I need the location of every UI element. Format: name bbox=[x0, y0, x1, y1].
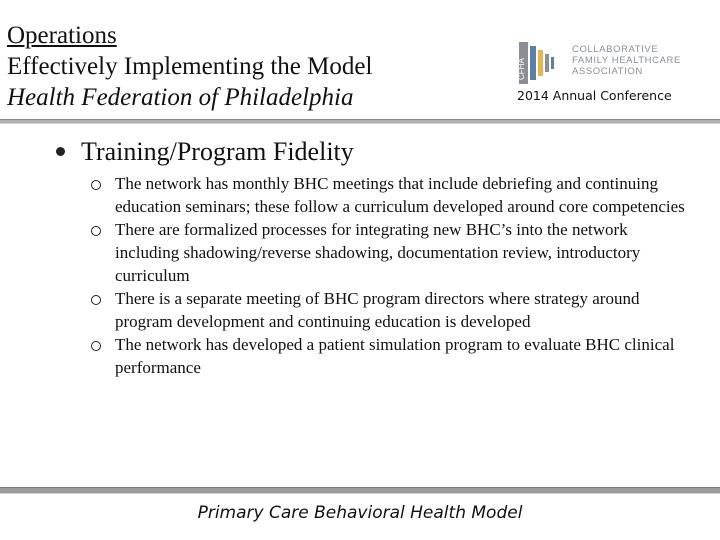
main-bullet-text: Training/Program Fidelity bbox=[81, 137, 354, 166]
bullet-ring-icon bbox=[91, 341, 101, 351]
main-bullet bbox=[56, 136, 354, 168]
title-operations: Operations bbox=[7, 22, 117, 49]
list-item-text: The network has monthly BHC meetings that include debriefing and continuing education seminars; these follow a curriculum developed around core competencies bbox=[115, 174, 685, 216]
logo-line1: COLLABORATIVE bbox=[572, 44, 659, 55]
title-subtitle: Effectively Implementing the Model bbox=[7, 53, 373, 80]
logo-mark-text: CFHA bbox=[517, 58, 526, 80]
list-item-text: There is a separate meeting of BHC program directors where strategy around program development and continuing education is developed bbox=[115, 289, 640, 331]
cfha-logo-mark-icon bbox=[517, 40, 571, 86]
list-item bbox=[88, 333, 688, 379]
slide-title bbox=[7, 20, 477, 113]
bullet-ring-icon bbox=[91, 226, 101, 236]
footer-text: Primary Care Behavioral Health Model bbox=[197, 503, 523, 523]
header-divider bbox=[0, 119, 720, 124]
sub-bullet-list bbox=[88, 172, 688, 379]
list-item bbox=[88, 172, 688, 218]
list-item bbox=[88, 218, 688, 287]
list-item-text: There are formalized processes for integrating new BHC’s into the network including shadowing/reverse shadowing, documentation review, introductory curriculum bbox=[115, 220, 641, 285]
cfha-logo bbox=[517, 40, 697, 86]
list-item-text: The network has developed a patient simulation program to evaluate BHC clinical performance bbox=[115, 335, 675, 377]
title-organization: Health Federation of Philadelphia bbox=[7, 84, 354, 111]
bullet-ring-icon bbox=[91, 180, 101, 190]
logo-line3: ASSOCIATION bbox=[572, 66, 643, 77]
logo-line2: FAMILY HEALTHCARE bbox=[572, 55, 681, 66]
list-item bbox=[88, 287, 688, 333]
bullet-dot-icon bbox=[56, 147, 65, 156]
logo-wordmark bbox=[572, 44, 681, 77]
footer-divider bbox=[0, 487, 720, 494]
conference-label: 2014 Annual Conference bbox=[517, 88, 672, 103]
bullet-ring-icon bbox=[91, 295, 101, 305]
